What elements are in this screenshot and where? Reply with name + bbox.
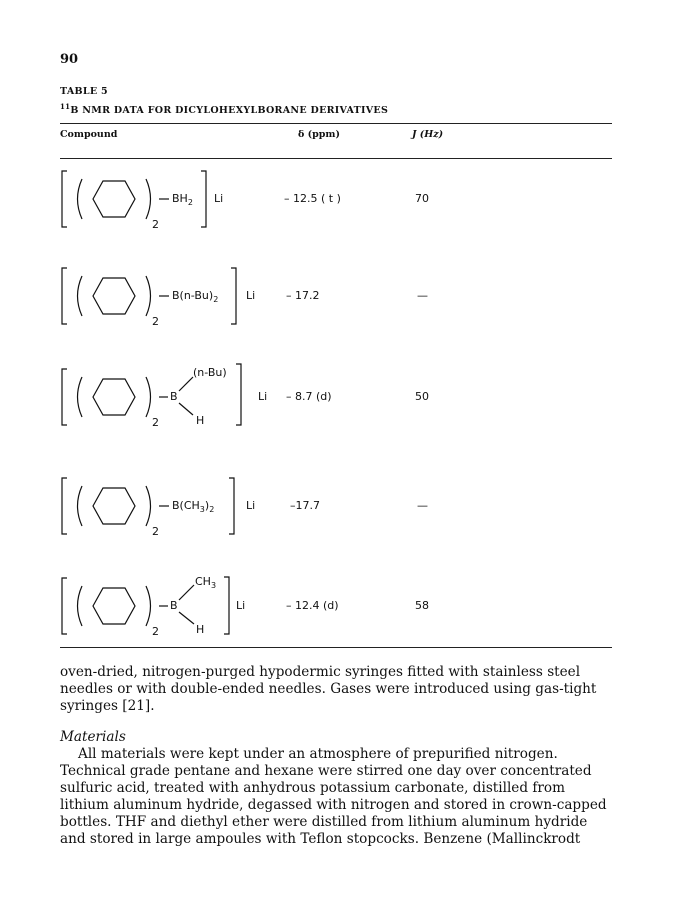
- coupling-value: 58: [415, 599, 429, 612]
- dicyclohexyl-structure: [60, 358, 260, 438]
- coupling-value: —: [417, 289, 428, 302]
- title-superscript: 11: [60, 102, 71, 111]
- table-row: [60, 160, 620, 240]
- counter-ion-li: Li: [246, 499, 256, 512]
- ligand-text: $B(n-Bu)_2$: [172, 289, 219, 305]
- table-header-rule: [60, 158, 612, 159]
- coupling-value: —: [417, 499, 428, 512]
- subscript-2: 2: [152, 218, 159, 231]
- table-row: [60, 257, 620, 337]
- shift-value: –17.7: [290, 499, 320, 512]
- coupling-value: 70: [415, 192, 429, 205]
- dicyclohexyl-structure: [60, 567, 260, 647]
- table-row: [60, 467, 620, 547]
- section-heading-materials: Materials: [60, 729, 126, 745]
- shift-value: – 12.5 ( t ): [284, 192, 341, 205]
- title-text: B NMR DATA FOR DICYLOHEXYLBORANE DERIVATIVES: [70, 105, 389, 117]
- col-header-coupling: J (Hz): [412, 129, 444, 140]
- col-header-compound: Compound: [60, 129, 118, 140]
- lower-group-h: H: [196, 414, 205, 427]
- ligand-text: $B(CH_3)_2$: [172, 499, 215, 515]
- right-bracket: [228, 257, 240, 337]
- subscript-2: 2: [152, 525, 159, 538]
- table-top-rule: [60, 123, 612, 124]
- shift-value: – 17.2: [286, 289, 320, 302]
- subscript-2: 2: [152, 315, 159, 328]
- boron-atom: B: [170, 599, 178, 612]
- right-bracket: [226, 467, 238, 547]
- paragraph-syringes: oven-dried, nitrogen-purged hypodermic syringes fitted with stainless steel needles or with double-ended needles. Gases were introduced using gas-tight syringes [21].: [60, 664, 597, 714]
- table-title: [60, 102, 388, 116]
- dicyclohexyl-structure: [60, 160, 220, 240]
- table-row: [60, 567, 620, 647]
- body-text: [60, 664, 616, 848]
- upper-group: $CH_3$: [195, 575, 217, 591]
- counter-ion-li: Li: [214, 192, 224, 205]
- subscript-2: 2: [152, 416, 159, 429]
- paragraph-materials: All materials were kept under an atmosphere of prepurified nitrogen. Technical grade pentane and hexane were stirred one day over concentrated sulfuric acid, treated with anhydrous potassium carbonate, distilled from lithium aluminum hydride, degassed with nitrogen and stored in crown-capped bottles. THF and diethyl ether were distilled from lithium aluminum hydride and stored in large ampoules with Teflon stopcocks. Benzene (Mallinckrodt: [60, 746, 607, 847]
- table-bottom-rule: [60, 647, 612, 648]
- counter-ion-li: Li: [246, 289, 256, 302]
- table-label: TABLE 5: [60, 86, 108, 97]
- page-number: 90: [60, 52, 79, 67]
- counter-ion-li: Li: [236, 599, 246, 612]
- table-row: [60, 358, 620, 438]
- ligand-text: $BH_2$: [172, 192, 193, 208]
- boron-atom: B: [170, 390, 178, 403]
- coupling-value: 50: [415, 390, 429, 403]
- shift-value: – 8.7 (d): [286, 390, 332, 403]
- right-bracket: [198, 160, 210, 240]
- upper-group: (n-Bu): [193, 366, 227, 379]
- lower-group-h: H: [196, 623, 205, 636]
- shift-value: – 12.4 (d): [286, 599, 339, 612]
- counter-ion-li: Li: [258, 390, 268, 403]
- subscript-2: 2: [152, 625, 159, 638]
- col-header-shift: δ (ppm): [298, 129, 340, 140]
